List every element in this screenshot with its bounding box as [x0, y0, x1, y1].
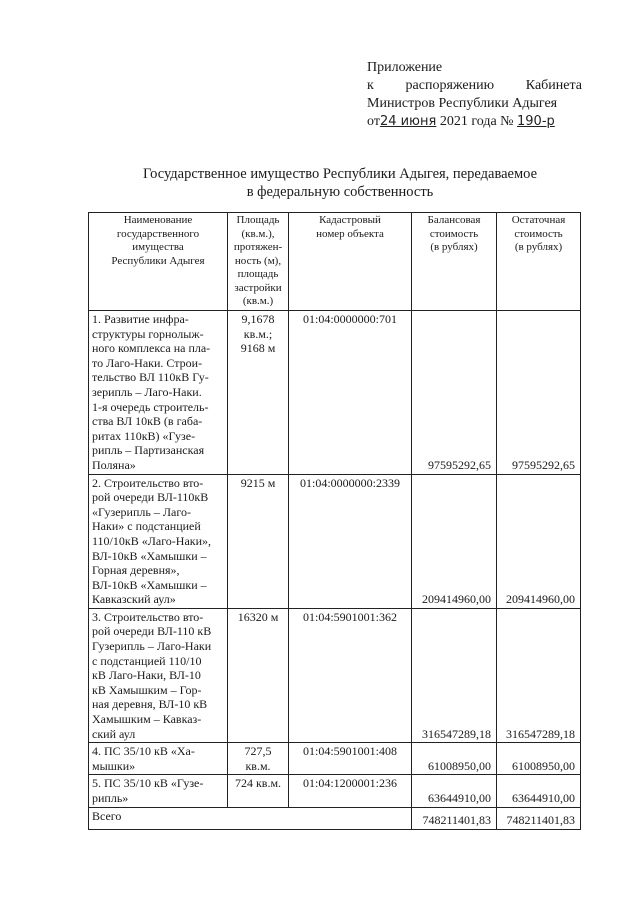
row-4-name: 4. ПС 35/10 кВ «Ха- мышки» [89, 743, 228, 775]
appendix-line-1: Приложение [367, 60, 443, 75]
table-row [89, 474, 581, 608]
row-5-cadastral: 01:04:1200001:236 [289, 775, 412, 807]
row-3-name: 3. Строительство вто- рой очереди ВЛ-110 кВ Гузерипль – Лаго-Наки с подстанцией 110/10 кВ Лаго-Наки, ВЛ-10 кВ Хамышким – Гор- ная деревня, ВЛ-10 кВ Хамышким – Кавказ- ский аул [89, 608, 228, 742]
document-title [90, 165, 590, 201]
appendix-block [367, 59, 582, 131]
row-4-cadastral: 01:04:5901001:408 [289, 743, 412, 775]
property-table [88, 212, 581, 830]
row-3-cadastral: 01:04:5901001:362 [289, 608, 412, 742]
row-5-residual: 63644910,00 [497, 775, 581, 807]
table-header-row [89, 213, 581, 311]
row-5-name: 5. ПС 35/10 кВ «Гузе- рипль» [89, 775, 228, 807]
row-5-balance: 63644910,00 [412, 775, 497, 807]
header-name: Наименование государственного имущества Республики Адыгея [89, 213, 228, 311]
row-2-cadastral: 01:04:0000000:2339 [289, 474, 412, 608]
total-residual: 748211401,83 [497, 807, 581, 829]
row-4-area: 727,5 кв.м. [228, 743, 289, 775]
row-2-residual: 209414960,00 [497, 474, 581, 608]
table-total-row [89, 807, 581, 829]
table-row [89, 608, 581, 742]
title-line-1: Государственное имущество Республики Адыгея, передаваемое [142, 166, 538, 182]
table-row [89, 743, 581, 775]
appendix-k: к [367, 78, 374, 93]
row-2-name: 2. Строительство вто- рой очереди ВЛ-110кВ «Гузерипль – Лаго- Наки» с подстанцией 110/10кВ «Лаго-Наки», ВЛ-10кВ «Хамышки – Горная деревня», ВЛ-10кВ «Хамышки – Кавказский аул» [89, 474, 228, 608]
appendix-line-2 [367, 77, 582, 95]
title-line-2: в федеральную собственность [246, 184, 434, 200]
total-balance: 748211401,83 [412, 807, 497, 829]
row-2-balance: 209414960,00 [412, 474, 497, 608]
row-3-balance: 316547289,18 [412, 608, 497, 742]
appendix-order-number: 190-р [517, 114, 555, 129]
header-cadastral: Кадастровый номер объекта [289, 213, 412, 311]
row-5-area: 724 кв.м. [228, 775, 289, 807]
table-row [89, 775, 581, 807]
appendix-date-prefix: от [367, 114, 380, 129]
row-4-balance: 61008950,00 [412, 743, 497, 775]
appendix-year-number: 2021 года № [439, 114, 514, 129]
appendix-line-4 [367, 113, 582, 131]
appendix-date: 24 июня [379, 114, 437, 129]
appendix-line-3: Министров Республики Адыгея [367, 96, 558, 111]
row-3-area: 16320 м [228, 608, 289, 742]
appendix-cabinet-word: Кабинета [525, 78, 582, 93]
header-area: Площадь (кв.м.), протяжен- ность (м), площадь застройки (кв.м.) [228, 213, 289, 311]
table-row [89, 311, 581, 475]
total-label: Всего [89, 807, 412, 829]
row-1-name: 1. Развитие инфра- структуры горнолыж- ного комплекса на пла- то Лаго-Наки. Строи- тельство ВЛ 110кВ Гу- зерипль – Лаго-Наки. 1-я очередь строитель- ства ВЛ 10кВ (в габа- ритах 110кВ) «Гузе- рипль – Партизанская Поляна» [89, 311, 228, 475]
row-1-balance: 97595292,65 [412, 311, 497, 475]
row-2-area: 9215 м [228, 474, 289, 608]
header-balance: Балансовая стоимость (в рублях) [412, 213, 497, 311]
header-residual: Остаточная стоимость (в рублях) [497, 213, 581, 311]
appendix-order-word: распоряжению [405, 78, 495, 93]
row-1-residual: 97595292,65 [497, 311, 581, 475]
row-1-area: 9,1678 кв.м.; 9168 м [228, 311, 289, 475]
row-4-residual: 61008950,00 [497, 743, 581, 775]
row-3-residual: 316547289,18 [497, 608, 581, 742]
row-1-cadastral: 01:04:0000000:701 [289, 311, 412, 475]
